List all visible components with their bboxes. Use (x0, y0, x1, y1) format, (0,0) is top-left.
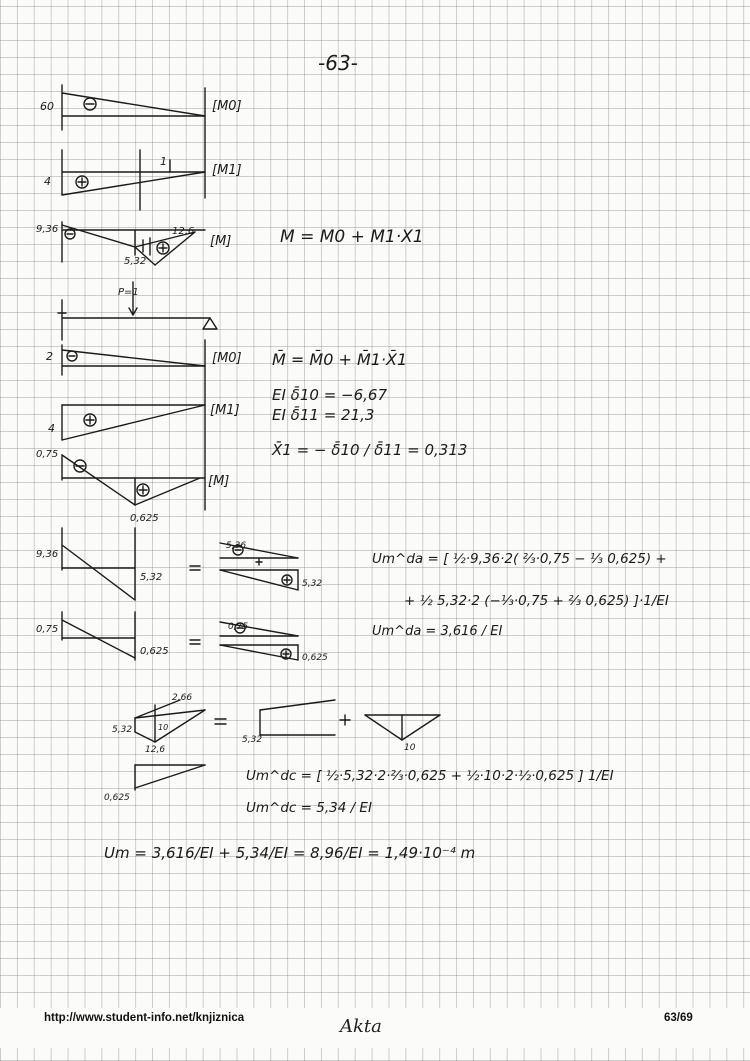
tri-inner: 10 (158, 723, 169, 732)
um-total: Um = 3,616/EI + 5,34/EI = 8,96/EI = 1,49·10⁻⁴ m (104, 844, 476, 862)
mbar1-diagram (62, 405, 205, 440)
mbar-formula: M̄ = M̄0 + M̄1·X̄1 (272, 350, 408, 369)
mbar-diagram (62, 455, 205, 505)
split-a-top: 5,36 (226, 541, 247, 551)
m1-left: 4 (44, 175, 51, 188)
um-dc-result: Um^dc = 5,34 / EI (246, 800, 372, 816)
um-da-result: Um^da = 3,616 / EI (372, 624, 503, 639)
x1-result: X̄1 = − δ̄10 / δ̄11 = 0,313 (272, 441, 468, 459)
tri-top: 2,66 (172, 693, 193, 703)
m0-value: 60 (40, 100, 54, 113)
unit-load: P=1 (118, 287, 139, 298)
m0-diagram (62, 85, 205, 198)
m-mid: 5,32 (124, 256, 147, 267)
split-diagram-b (62, 612, 298, 660)
m-left: 9,36 (36, 224, 59, 235)
split-b-left: 0,75 (36, 624, 59, 635)
page-number: 63/69 (664, 1012, 693, 1024)
split-b-right: 0,625 (140, 646, 169, 657)
m-right: 12,6 (172, 226, 195, 237)
footer-logo: Akta (340, 1016, 382, 1037)
mbar-mid: 0,625 (130, 513, 159, 524)
m1-top: 1 (160, 155, 167, 168)
small-value: 0,625 (104, 793, 130, 803)
split-a-right: 5,32 (140, 572, 163, 583)
split-a-left: 9,36 (36, 549, 59, 560)
mbar0-label: [M0] (212, 351, 242, 366)
tri-sum-left: 5,32 (242, 735, 263, 745)
split-a-bottom: 5,32 (302, 579, 323, 589)
m-label: [M] (210, 234, 232, 249)
tri-left: 5,32 (112, 725, 133, 735)
mbar0-value: 2 (46, 350, 53, 363)
split-diagram-a (62, 528, 298, 600)
page-header: -63- (318, 51, 358, 75)
footer-url[interactable]: http://www.student-info.net/knjiznica (44, 1012, 245, 1024)
mbar1-label: [M1] (210, 403, 240, 418)
tri-bottom: 12,6 (145, 745, 166, 755)
m-formula: M = M0 + M1·X1 (280, 227, 424, 247)
split-b-bottom: 0,625 (302, 653, 328, 663)
mbar-label: [M] (208, 474, 230, 489)
m0-label: [M0] (212, 99, 242, 114)
ei-d10: EI δ̄10 = −6,67 (272, 386, 388, 404)
um-da-line2: + ½ 5,32·2 (−⅓·0,75 + ⅔ 0,625) ]·1/EI (404, 593, 669, 609)
m1-diagram (62, 150, 205, 210)
um-dc-line1: Um^dc = [ ½·5,32·2·⅔·0,625 + ½·10·2·½·0,625 ] 1/EI (246, 768, 614, 784)
ei-d11: EI δ̄11 = 21,3 (272, 406, 375, 424)
split-b-top: 0,75 (228, 622, 249, 632)
m1-label: [M1] (212, 163, 242, 178)
tri-sum-right: 10 (404, 743, 416, 753)
mbar-left: 0,75 (36, 449, 59, 460)
um-da-line1: Um^da = [ ½·9,36·2( ⅔·0,75 − ⅓ 0,625) + (372, 551, 667, 567)
mbar1-value: 4 (48, 422, 55, 435)
